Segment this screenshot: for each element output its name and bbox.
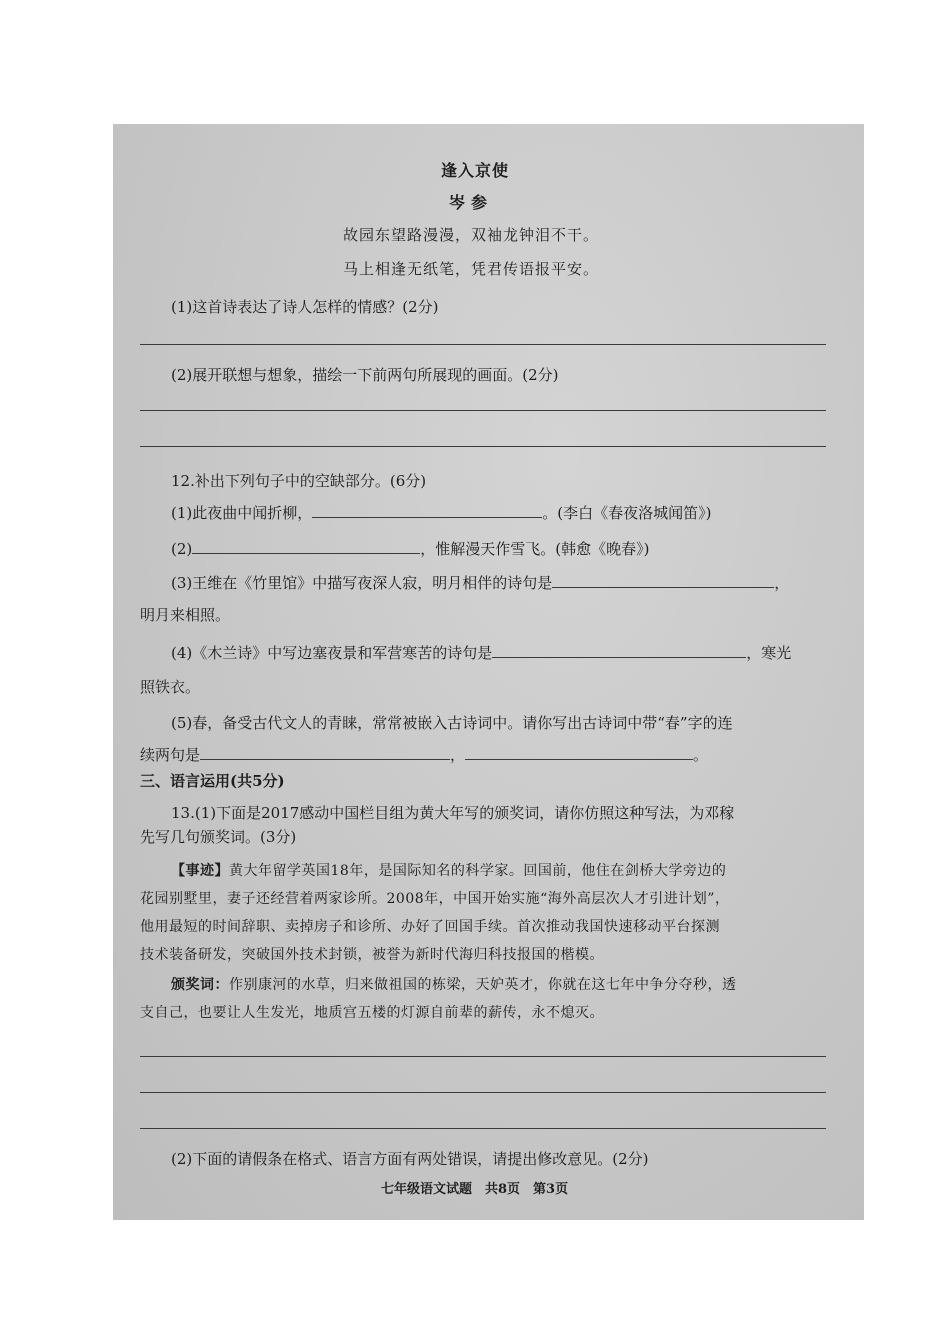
fill-blank[interactable]	[552, 572, 774, 588]
q12-item-1-source: 。(李白《春夜洛城闻笛》)	[542, 504, 712, 522]
fill-blank[interactable]	[200, 744, 450, 760]
q12-item-4-prompt: (4)《木兰诗》中写边塞夜景和军营寒苦的诗句是	[171, 644, 493, 662]
q12-item-3	[171, 572, 789, 593]
q12-item-5-period: 。	[693, 746, 709, 764]
q12-item-3-continued: 明月来相照。	[140, 606, 231, 624]
q12-item-5-prefix: 续两句是	[140, 746, 201, 764]
q12-item-1-prefix: (1)此夜曲中闻折柳，	[171, 504, 313, 522]
q13-part-2: (2)下面的请假条在格式、语言方面有两处错误，请提出修改意见。(2分)	[171, 1150, 649, 1168]
story-paragraph-line-4: 技术装备研发，突破国外技术封锁，被誉为新时代海归科技报国的楷模。	[140, 947, 604, 963]
poem-author: 岑参	[449, 193, 494, 212]
q13-part-1-continued: 先写几句颁奖词。(3分)	[140, 828, 297, 846]
q12-item-4-suffix: ，寒光	[746, 644, 792, 662]
answer-line[interactable]	[140, 1128, 826, 1129]
q13-part-1: 13.(1)下面是2017感动中国栏目组为黄大年写的颁奖词，请你仿照这种写法，为邓稼	[171, 804, 735, 822]
q12-item-5-comma: ，	[450, 746, 466, 764]
fill-blank[interactable]	[492, 642, 746, 658]
exam-page	[113, 124, 864, 1220]
q12-item-4-continued: 照铁衣。	[140, 678, 201, 696]
q12-item-2-source: ，惟解漫天作雪飞。(韩愈《晚春》)	[420, 540, 650, 558]
q12-item-2	[171, 538, 649, 559]
story-paragraph-line-2: 花园别墅里，妻子还经营着两家诊所。2008年，中国开始实施“海外高层次人才引进计划”，	[140, 891, 730, 907]
q12-item-5: (5)春，备受古代文人的青睐，常常被嵌入古诗词中。请你写出古诗词中带“春”字的连	[171, 714, 733, 732]
q12-item-3-comma: ，	[774, 574, 790, 592]
fill-blank[interactable]	[312, 502, 542, 518]
fill-blank[interactable]	[465, 744, 693, 760]
award-speech-line-1: 颁奖词：作别康河的水草，归来做祖国的栋梁，天妒英才，你就在这七年中争分夺秒，透	[171, 977, 737, 993]
answer-line[interactable]	[140, 344, 826, 345]
section-3-heading: 三、语言运用(共5分)	[140, 772, 285, 790]
q12-item-1	[171, 502, 711, 523]
page-footer: 七年级语文试题 共8页 第3页	[381, 1182, 569, 1197]
story-paragraph-line-3: 他用最短的时间辞职、卖掉房子和诊所、办好了回国手续。首次推动我国快速移动平台探测	[140, 919, 720, 935]
fill-blank[interactable]	[192, 538, 420, 554]
q11-part-1: (1)这首诗表达了诗人怎样的情感？(2分)	[171, 298, 439, 316]
award-label: 颁奖词：	[171, 977, 229, 993]
poem-line-1: 故园东望路漫漫，双袖龙钟泪不干。	[343, 226, 600, 244]
award-speech-line-2: 支自己，也要让人生发光，地质宫五楼的灯源自前辈的薪传，永不熄灭。	[140, 1005, 604, 1021]
answer-line[interactable]	[140, 446, 826, 447]
answer-line[interactable]	[140, 1056, 826, 1057]
story-label: 【事迹】	[171, 863, 229, 879]
q12-item-2-prefix: (2)	[171, 540, 193, 558]
q12-item-5-continued	[140, 744, 708, 765]
q12-heading: 12.补出下列句子中的空缺部分。(6分)	[171, 472, 427, 490]
poem-line-2: 马上相逢无纸笔，凭君传语报平安。	[343, 260, 600, 278]
q11-part-2: (2)展开联想与想象，描绘一下前两句所展现的画面。(2分)	[171, 366, 559, 384]
q12-item-3-prompt: (3)王维在《竹里馆》中描写夜深人寂，明月相伴的诗句是	[171, 574, 553, 592]
story-paragraph-line-1: 【事迹】黄大年留学英国18年，是国际知名的科学家。回国前，他住在剑桥大学旁边的	[171, 863, 727, 879]
q12-item-4	[171, 642, 791, 663]
poem-title: 逢入京使	[441, 161, 510, 180]
answer-line[interactable]	[140, 1092, 826, 1093]
answer-line[interactable]	[140, 410, 826, 411]
